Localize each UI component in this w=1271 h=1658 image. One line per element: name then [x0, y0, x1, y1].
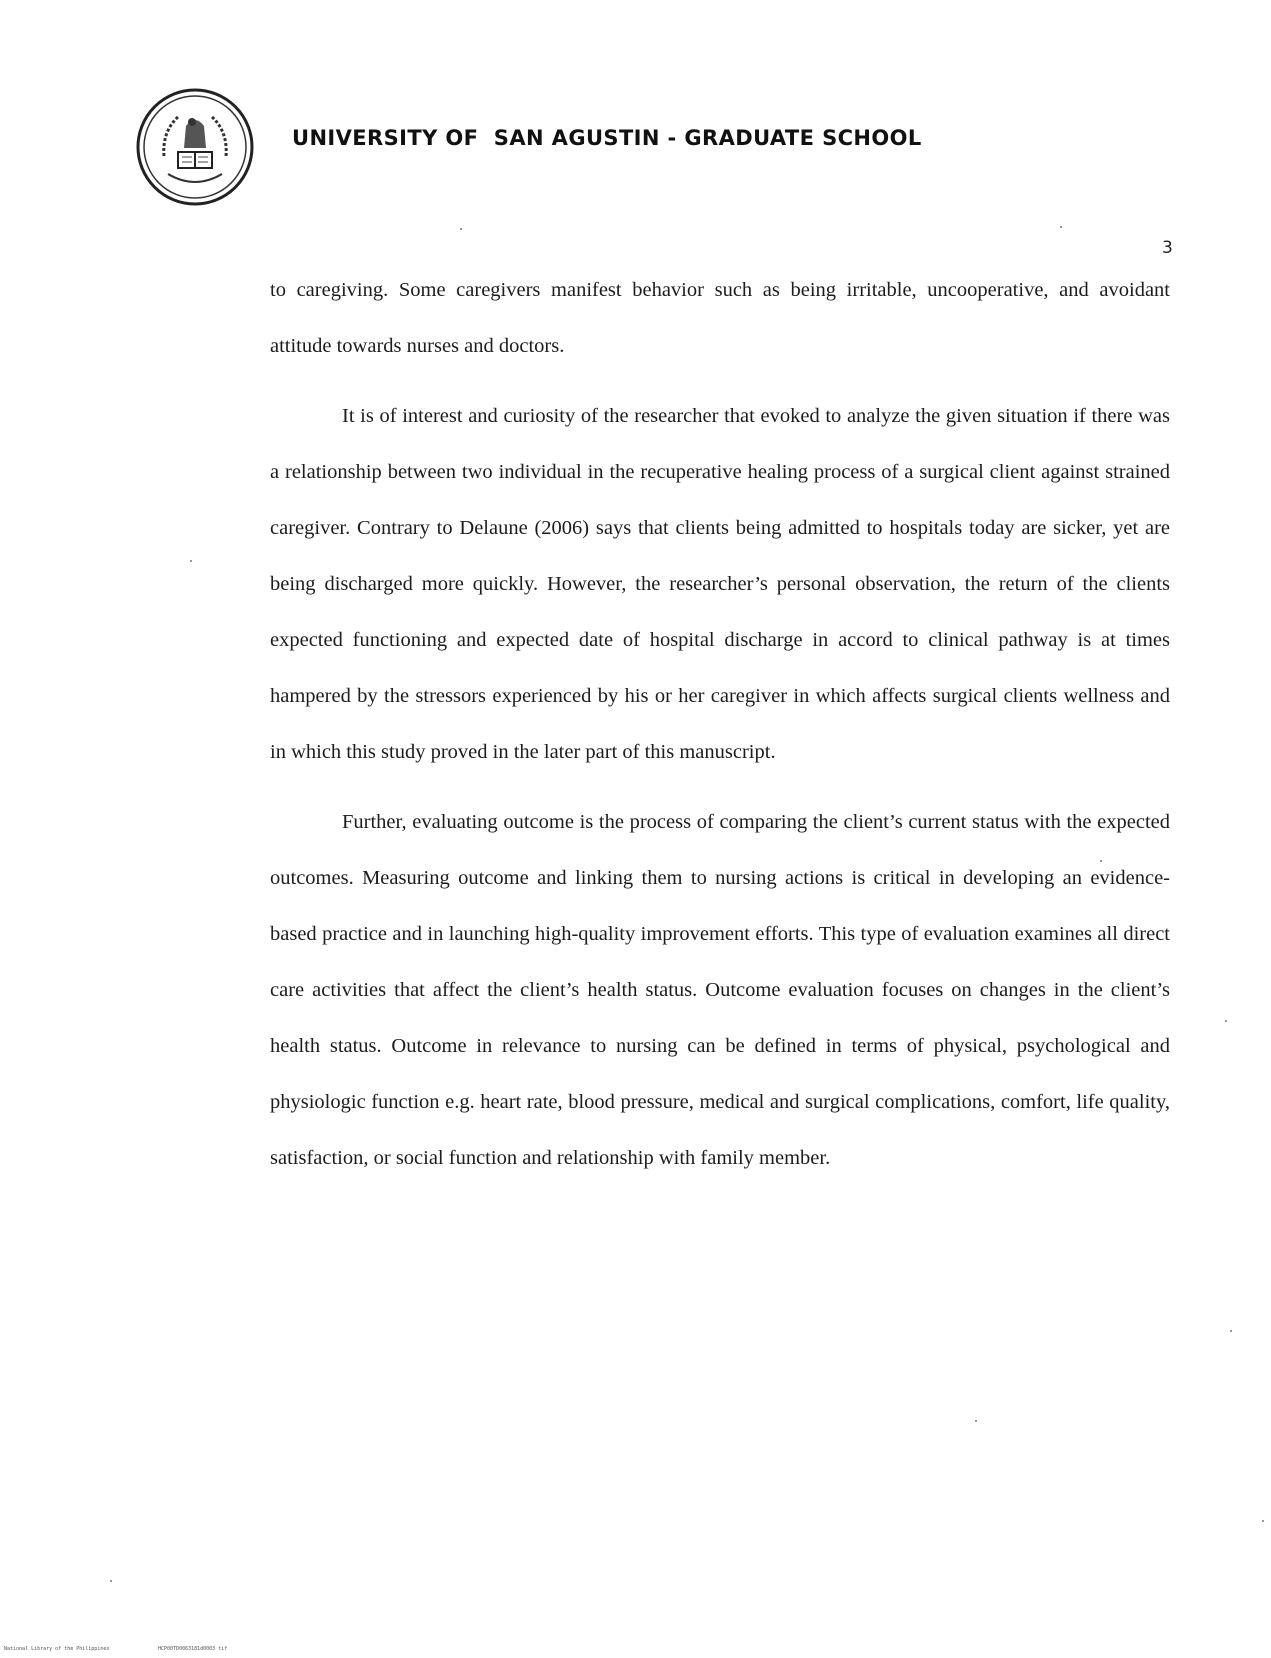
- page-number: 3: [1162, 238, 1173, 258]
- institution-header: UNIVERSITY OF SAN AGUSTIN - GRADUATE SCHOOL: [292, 126, 922, 150]
- footer-file-code: HCP00TD0063181d0003 tif: [158, 1646, 228, 1652]
- paragraph-2: It is of interest and curiosity of the researcher that evoked to analyze the given situation if there was a relationship between two individual in the recuperative healing process of a surgical client against strained caregiver. Contrary to Delaune (2006) says that clients being admitted to hospitals today are sicker, yet are being discharged more quickly. However, the researcher’s personal observation, the return of the clients expected functioning and expected date of hospital discharge in accord to clinical pathway is at times hampered by the stressors experienced by his or her caregiver in which affects surgical clients wellness and in which this study proved in the later part of this manuscript.: [270, 405, 1170, 763]
- footer-library-stamp: National Library of the Philippines: [4, 1646, 110, 1652]
- paragraph-1: to caregiving. Some caregivers manifest behavior such as being irritable, uncooperative, and avoidant attitude towards nurses and doctors.: [270, 279, 1170, 357]
- body-text: [270, 262, 1170, 1200]
- university-seal-icon: [134, 86, 256, 208]
- paragraph-3: Further, evaluating outcome is the process of comparing the client’s current status with the expected outcomes. Measuring outcome and linking them to nursing actions is critical in developing an evidence-based practice and in launching high-quality improvement efforts. This type of evaluation examines all direct care activities that affect the client’s health status. Outcome evaluation focuses on changes in the client’s health status. Outcome in relevance to nursing can be defined in terms of physical, psychological and physiologic function e.g. heart rate, blood pressure, medical and surgical complications, comfort, life quality, satisfaction, or social function and relationship with family member.: [270, 811, 1170, 1169]
